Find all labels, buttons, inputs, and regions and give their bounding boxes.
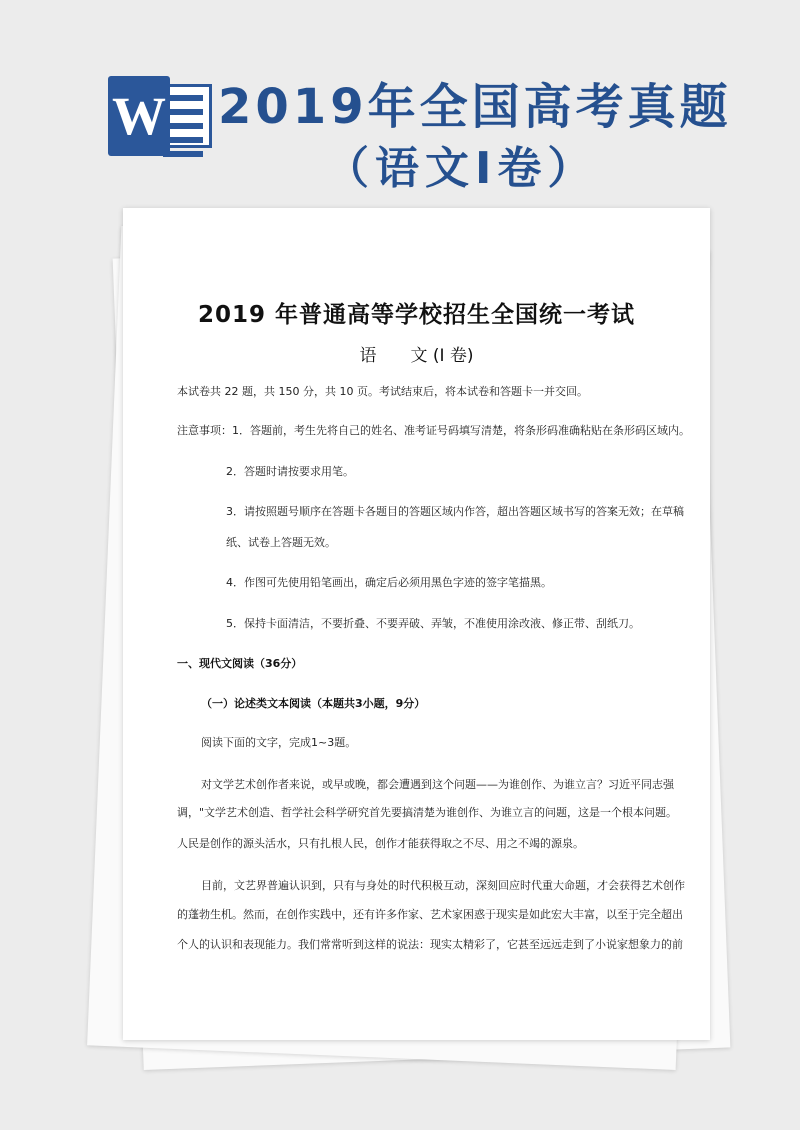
paragraph-1-line-1: 对文学艺术创作者来说，或早或晚，都会遭遇到这个问题——为谁创作、为谁立言？习近平同志强 — [201, 778, 674, 791]
reading-instruction: 阅读下面的文字，完成1~3题。 — [201, 736, 357, 749]
banner-title: 2019年全国高考真题 — [218, 79, 732, 135]
banner — [0, 0, 800, 215]
document-page — [123, 208, 710, 1040]
notice-item-5: 5．保持卡面清洁，不要折叠、不要弄破、弄皱，不准使用涂改液、修正带、刮纸刀。 — [226, 617, 640, 630]
notice-item-3: 3．请按照题号顺序在答题卡各题目的答题区域内作答，超出答题区域书写的答案无效；在草稿 — [226, 505, 684, 518]
notice-item-3-cont: 纸、试卷上答题无效。 — [226, 536, 336, 549]
section-heading: 一、现代文阅读（36分） — [177, 657, 303, 670]
paragraph-2-line-3: 个人的认识和表现能力。我们常常听到这样的说法：现实太精彩了，它甚至远远走到了小说家想象力的前 — [177, 938, 683, 951]
exam-intro: 本试卷共 22 题，共 150 分，共 10 页。考试结束后，将本试卷和答题卡一并交回。 — [177, 385, 588, 398]
banner-subtitle: （语文Ⅰ卷） — [325, 143, 598, 194]
word-logo-letter: W — [108, 76, 170, 156]
paragraph-1-line-2: 调，"文学艺术创造、哲学社会科学研究首先要搞清楚为谁创作、为谁立言的问题，这是一个根本问题。 — [177, 806, 678, 819]
word-document-icon — [108, 76, 214, 156]
document-subtitle: 语 文 (I 卷) — [359, 346, 474, 366]
paragraph-2-line-1: 目前，文艺界普遍认识到，只有与身处的时代积极互动，深刻回应时代重大命题，才会获得艺术创作 — [201, 879, 685, 892]
notice-item-4: 4．作图可先使用铅笔画出，确定后必须用黑色字迹的签字笔描黑。 — [226, 576, 552, 589]
document-title: 2019 年普通高等学校招生全国统一考试 — [197, 302, 636, 328]
paragraph-2-line-2: 的蓬勃生机。然而，在创作实践中，还有许多作家、艺术家困惑于现实是如此宏大丰富，以至于完全超出 — [177, 908, 683, 921]
paragraph-1-line-3: 人民是创作的源头活水，只有扎根人民，创作才能获得取之不尽、用之不竭的源泉。 — [177, 837, 584, 850]
notice-item-1: 注意事项：1．答题前，考生先将自己的姓名、准考证号码填写清楚，将条形码准确粘贴在条形码区域内。 — [177, 424, 690, 437]
notice-item-2: 2．答题时请按要求用笔。 — [226, 465, 354, 478]
subsection-heading: （一）论述类文本阅读（本题共3小题，9分） — [201, 697, 426, 710]
